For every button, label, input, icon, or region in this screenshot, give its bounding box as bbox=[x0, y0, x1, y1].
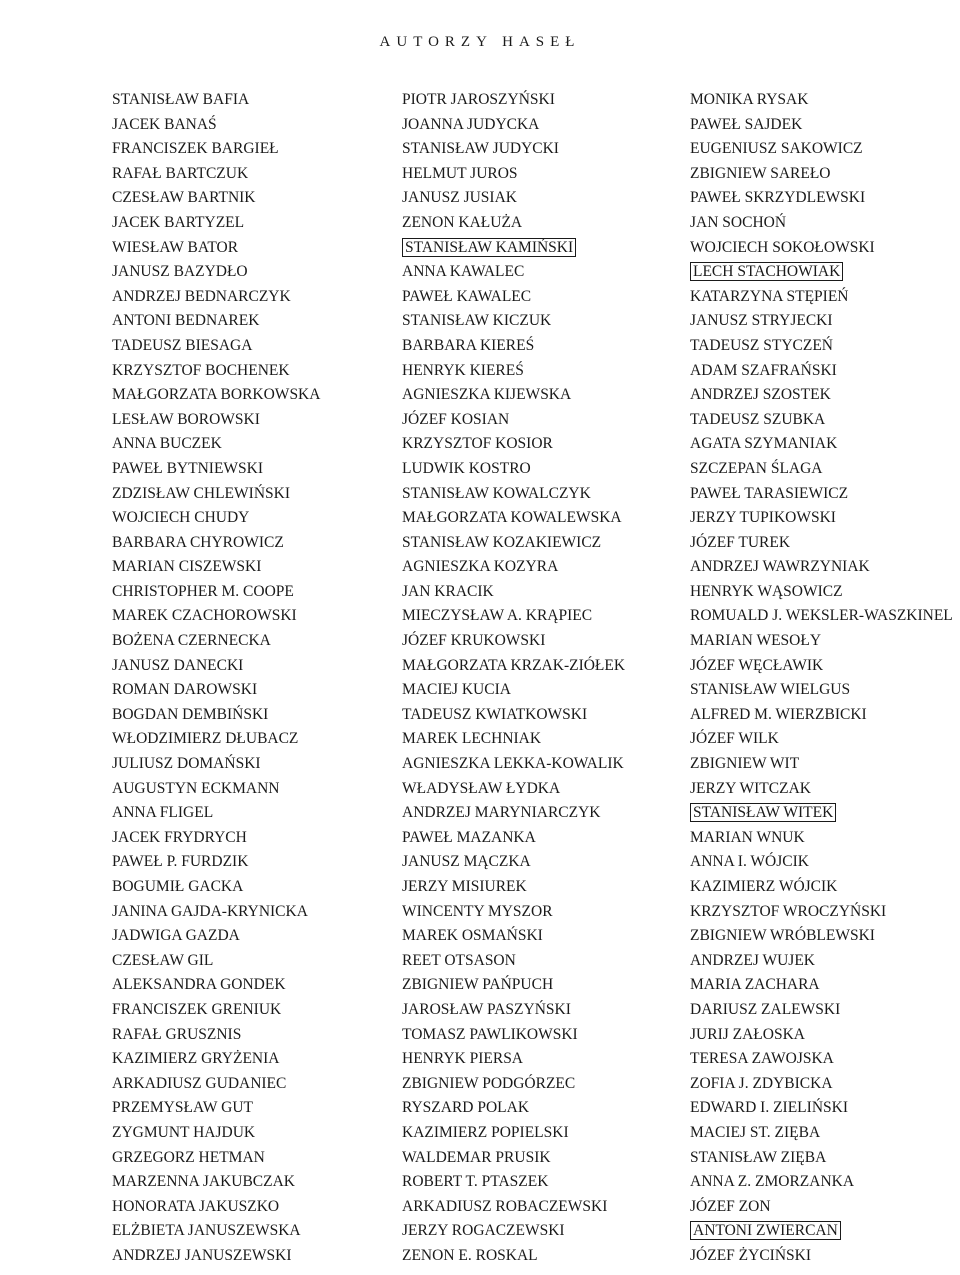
author-name: HENRYK KIEREŚ bbox=[402, 361, 524, 379]
author-name: ELŻBIETA JANUSZEWSKA bbox=[112, 1222, 301, 1240]
author-entry bbox=[690, 457, 960, 482]
author-name: BARBARA CHYROWICZ bbox=[112, 533, 284, 551]
author-entry bbox=[112, 482, 412, 507]
author-name: STANISŁAW KICZUK bbox=[402, 312, 552, 330]
author-name: ZOFIA J. ZDYBICKA bbox=[690, 1074, 833, 1092]
author-entry bbox=[402, 1146, 702, 1171]
author-name: WALDEMAR PRUSIK bbox=[402, 1148, 551, 1166]
author-name: ANNA KAWALEC bbox=[402, 263, 525, 281]
author-entry bbox=[112, 457, 412, 482]
author-entry bbox=[112, 1096, 412, 1121]
author-name: AGNIESZKA LEKKA-KOWALIK bbox=[402, 755, 624, 773]
author-entry bbox=[112, 137, 412, 162]
author-entry bbox=[112, 1146, 412, 1171]
author-entry bbox=[690, 236, 960, 261]
author-name: AGNIESZKA KOZYRA bbox=[402, 558, 559, 576]
author-entry bbox=[112, 1219, 412, 1244]
author-entry bbox=[690, 703, 960, 728]
author-name: RYSZARD POLAK bbox=[402, 1099, 530, 1117]
author-name: KAZIMIERZ GRYŻENIA bbox=[112, 1050, 280, 1068]
author-name: JADWIGA GAZDA bbox=[112, 927, 240, 945]
author-name: BOGUMIŁ GACKA bbox=[112, 878, 244, 895]
author-entry bbox=[402, 1072, 702, 1097]
author-entry bbox=[402, 1121, 702, 1146]
author-name: STANISŁAW ZIĘBA bbox=[690, 1148, 827, 1166]
author-name: JÓZEF TUREK bbox=[690, 533, 791, 551]
author-name: MAREK OSMAŃSKI bbox=[402, 927, 543, 945]
author-name: BARBARA KIEREŚ bbox=[402, 336, 535, 354]
author-name: ARKADIUSZ ROBACZEWSKI bbox=[402, 1197, 608, 1215]
author-entry bbox=[112, 973, 412, 998]
author-name: JAROSŁAW PASZYŃSKI bbox=[402, 1000, 571, 1018]
author-entry bbox=[402, 432, 702, 457]
author-name: ANNA Z. ZMORZANKA bbox=[690, 1173, 855, 1191]
author-entry bbox=[402, 777, 702, 802]
author-name: JÓZEF ŻYCIŃSKI bbox=[690, 1246, 811, 1264]
author-entry bbox=[112, 801, 412, 826]
author-name: DARIUSZ ZALEWSKI bbox=[690, 1000, 841, 1018]
author-name: ALFRED M. WIERZBICKI bbox=[690, 705, 867, 723]
author-name: MAŁGORZATA BORKOWSKA bbox=[112, 386, 321, 404]
author-entry bbox=[112, 359, 412, 384]
author-name: STANISŁAW KOZAKIEWICZ bbox=[402, 533, 602, 551]
author-name: ARKADIUSZ GUDANIEC bbox=[112, 1074, 287, 1092]
author-entry bbox=[112, 1195, 412, 1220]
author-name: JÓZEF KOSIAN bbox=[402, 410, 510, 428]
author-entry bbox=[690, 408, 960, 433]
author-name: PAWEŁ SAJDEK bbox=[690, 115, 803, 133]
author-name: JULIUSZ DOMAŃSKI bbox=[112, 755, 261, 773]
author-entry bbox=[112, 727, 412, 752]
author-entry bbox=[690, 162, 960, 187]
author-entry bbox=[112, 703, 412, 728]
author-entry bbox=[112, 113, 412, 138]
author-entry bbox=[690, 211, 960, 236]
author-name: MARZENNA JAKUBCZAK bbox=[112, 1173, 295, 1191]
author-name: WINCENTY MYSZOR bbox=[402, 902, 553, 920]
author-name: ZENON KAŁUŻA bbox=[402, 213, 523, 231]
author-name: WŁODZIMIERZ DŁUBACZ bbox=[112, 730, 299, 748]
author-entry bbox=[402, 211, 702, 236]
author-entry bbox=[402, 629, 702, 654]
author-name: WOJCIECH SOKOŁOWSKI bbox=[690, 238, 875, 256]
author-name: BOŻENA CZERNECKA bbox=[112, 632, 271, 650]
author-entry bbox=[402, 236, 702, 261]
author-entry bbox=[112, 629, 412, 654]
author-name: PIOTR JAROSZYŃSKI bbox=[402, 91, 555, 108]
author-entry bbox=[690, 1244, 960, 1269]
author-entry bbox=[402, 678, 702, 703]
author-entry bbox=[402, 285, 702, 310]
author-name: PAWEŁ BYTNIEWSKI bbox=[112, 459, 264, 477]
author-entry bbox=[402, 949, 702, 974]
author-name: STANISŁAW JUDYCKI bbox=[402, 140, 559, 158]
author-entry bbox=[690, 137, 960, 162]
author-name: ANNA I. WÓJCIK bbox=[690, 853, 809, 871]
author-name: MAREK LECHNIAK bbox=[402, 730, 542, 748]
author-entry bbox=[690, 432, 960, 457]
author-name-boxed: STANISŁAW KAMIŃSKI bbox=[402, 238, 576, 257]
author-name: JÓZEF WĘCŁAWIK bbox=[690, 656, 824, 674]
author-entry bbox=[112, 777, 412, 802]
author-entry bbox=[402, 555, 702, 580]
author-entry bbox=[402, 457, 702, 482]
author-name: SZCZEPAN ŚLAGA bbox=[690, 459, 823, 477]
author-name: STANISŁAW WIELGUS bbox=[690, 681, 851, 699]
author-name: TADEUSZ BIESAGA bbox=[112, 336, 253, 354]
author-entry bbox=[690, 900, 960, 925]
author-name: EDWARD I. ZIELIŃSKI bbox=[690, 1099, 848, 1117]
author-entry bbox=[112, 826, 412, 851]
author-entry bbox=[690, 924, 960, 949]
author-entry bbox=[112, 752, 412, 777]
author-entry bbox=[402, 1096, 702, 1121]
author-entry bbox=[402, 482, 702, 507]
author-name: ZENON E. ROSKAL bbox=[402, 1246, 538, 1264]
author-name: HONORATA JAKUSZKO bbox=[112, 1197, 280, 1215]
author-name: ZBIGNIEW PAŃPUCH bbox=[402, 976, 554, 994]
author-entry bbox=[690, 359, 960, 384]
author-entry bbox=[402, 408, 702, 433]
author-name: CZESŁAW GIL bbox=[112, 951, 214, 969]
author-name: AUGUSTYN ECKMANN bbox=[112, 779, 280, 797]
author-entry bbox=[690, 1195, 960, 1220]
author-entry bbox=[112, 678, 412, 703]
author-name: CHRISTOPHER M. COOPE bbox=[112, 582, 294, 600]
author-name: KRZYSZTOF KOSIOR bbox=[402, 435, 553, 453]
author-entry bbox=[690, 1170, 960, 1195]
author-name: HELMUT JUROS bbox=[402, 164, 518, 182]
author-name: HENRYK WĄSOWICZ bbox=[690, 582, 843, 600]
author-entry bbox=[690, 1096, 960, 1121]
author-entry bbox=[402, 924, 702, 949]
author-name: ZDZISŁAW CHLEWIŃSKI bbox=[112, 484, 290, 502]
author-entry bbox=[690, 801, 960, 826]
author-name: RAFAŁ BARTCZUK bbox=[112, 164, 249, 182]
author-name-boxed: ANTONI ZWIERCAN bbox=[690, 1221, 841, 1240]
author-entry bbox=[402, 506, 702, 531]
author-entry bbox=[690, 88, 960, 113]
author-entry bbox=[112, 1047, 412, 1072]
author-name: ANDRZEJ SZOSTEK bbox=[690, 386, 831, 404]
author-entry bbox=[690, 531, 960, 556]
author-entry bbox=[690, 604, 960, 629]
author-entry bbox=[402, 162, 702, 187]
author-entry bbox=[402, 654, 702, 679]
author-entry bbox=[112, 236, 412, 261]
author-entry bbox=[112, 408, 412, 433]
author-entry bbox=[402, 1219, 702, 1244]
author-name: ZYGMUNT HAJDUK bbox=[112, 1123, 256, 1141]
author-entry bbox=[112, 1244, 412, 1269]
author-entry bbox=[402, 875, 702, 900]
author-entry bbox=[690, 850, 960, 875]
author-name: JAN SOCHOŃ bbox=[690, 213, 787, 231]
author-name: MARIAN WESOŁY bbox=[690, 632, 822, 650]
author-name: JERZY TUPIKOWSKI bbox=[690, 509, 836, 527]
author-name: MACIEJ KUCIA bbox=[402, 681, 511, 699]
author-name: TERESA ZAWOJSKA bbox=[690, 1050, 834, 1068]
author-entry bbox=[112, 260, 412, 285]
author-entry bbox=[112, 998, 412, 1023]
author-name: JANUSZ MĄCZKA bbox=[402, 853, 531, 871]
author-name: MARIA ZACHARA bbox=[690, 976, 820, 994]
author-name: AGNIESZKA KIJEWSKA bbox=[402, 386, 572, 404]
author-name: JÓZEF ZON bbox=[690, 1197, 771, 1215]
author-entry bbox=[690, 383, 960, 408]
author-entry bbox=[402, 900, 702, 925]
author-entry bbox=[690, 113, 960, 138]
author-entry bbox=[112, 850, 412, 875]
author-name: ADAM SZAFRAŃSKI bbox=[690, 361, 837, 379]
author-name: MIECZYSŁAW A. KRĄPIEC bbox=[402, 607, 593, 625]
author-name: WIESŁAW BATOR bbox=[112, 238, 239, 256]
author-name: JERZY ROGACZEWSKI bbox=[402, 1222, 565, 1240]
author-entry bbox=[402, 359, 702, 384]
author-name: JANINA GAJDA-KRYNICKA bbox=[112, 902, 308, 920]
author-name: ALEKSANDRA GONDEK bbox=[112, 976, 286, 994]
author-entry bbox=[690, 580, 960, 605]
author-name: ANNA BUCZEK bbox=[112, 435, 222, 453]
author-entry bbox=[112, 875, 412, 900]
author-name: ANDRZEJ MARYNIARCZYK bbox=[402, 804, 601, 822]
author-name: JANUSZ JUSIAK bbox=[402, 189, 517, 207]
author-name: JANUSZ BAZYDŁO bbox=[112, 263, 248, 281]
author-entry bbox=[112, 186, 412, 211]
author-entry bbox=[690, 1047, 960, 1072]
author-name: TADEUSZ KWIATKOWSKI bbox=[402, 705, 588, 723]
author-entry bbox=[112, 654, 412, 679]
author-name: ANDRZEJ WAWRZYNIAK bbox=[690, 558, 870, 576]
author-entry bbox=[402, 727, 702, 752]
author-entry bbox=[112, 1121, 412, 1146]
author-name: JÓZEF WILK bbox=[690, 730, 779, 748]
author-entry bbox=[112, 531, 412, 556]
author-entry bbox=[402, 531, 702, 556]
author-name: ZBIGNIEW WIT bbox=[690, 755, 800, 773]
author-name: ZBIGNIEW PODGÓRZEC bbox=[402, 1074, 576, 1092]
author-name: PAWEŁ TARASIEWICZ bbox=[690, 484, 849, 502]
author-name: JERZY WITCZAK bbox=[690, 779, 811, 797]
author-name: ANDRZEJ JANUSZEWSKI bbox=[112, 1246, 292, 1264]
author-column-2 bbox=[402, 88, 702, 1269]
author-name: PRZEMYSŁAW GUT bbox=[112, 1099, 253, 1117]
author-entry bbox=[402, 186, 702, 211]
author-entry bbox=[112, 334, 412, 359]
author-entry bbox=[402, 309, 702, 334]
author-name: MARIAN WNUK bbox=[690, 828, 805, 846]
author-entry bbox=[690, 186, 960, 211]
author-name: ZBIGNIEW SAREŁO bbox=[690, 164, 831, 182]
author-name: AGATA SZYMANIAK bbox=[690, 435, 838, 453]
author-entry bbox=[402, 580, 702, 605]
author-entry bbox=[690, 285, 960, 310]
author-entry bbox=[112, 604, 412, 629]
author-name: JACEK BARTYZEL bbox=[112, 213, 245, 231]
author-name: MAŁGORZATA KRZAK-ZIÓŁEK bbox=[402, 656, 626, 674]
author-name: MONIKA RYSAK bbox=[690, 91, 809, 108]
author-entry bbox=[690, 1023, 960, 1048]
author-entry bbox=[402, 113, 702, 138]
author-entry bbox=[690, 752, 960, 777]
author-name: JERZY MISIUREK bbox=[402, 878, 527, 895]
author-name: FRANCISZEK GRENIUK bbox=[112, 1000, 282, 1018]
author-entry bbox=[402, 604, 702, 629]
author-entry bbox=[402, 973, 702, 998]
author-entry bbox=[402, 801, 702, 826]
author-name: ANDRZEJ WUJEK bbox=[690, 951, 815, 969]
author-name: JANUSZ STRYJECKI bbox=[690, 312, 833, 330]
author-name: LUDWIK KOSTRO bbox=[402, 459, 531, 477]
author-entry bbox=[112, 949, 412, 974]
author-name: PAWEŁ SKRZYDLEWSKI bbox=[690, 189, 866, 207]
author-column-3 bbox=[690, 88, 960, 1269]
author-entry bbox=[402, 1244, 702, 1269]
author-entry bbox=[112, 555, 412, 580]
author-entry bbox=[402, 383, 702, 408]
author-name: TADEUSZ SZUBKA bbox=[690, 410, 826, 428]
author-name: FRANCISZEK BARGIEŁ bbox=[112, 140, 279, 158]
author-entry bbox=[690, 1121, 960, 1146]
author-entry bbox=[112, 432, 412, 457]
author-name: JOANNA JUDYCKA bbox=[402, 115, 540, 133]
author-name: MACIEJ ST. ZIĘBA bbox=[690, 1123, 821, 1141]
author-entry bbox=[690, 826, 960, 851]
author-entry bbox=[402, 998, 702, 1023]
author-name: LESŁAW BOROWSKI bbox=[112, 410, 260, 428]
author-name: EUGENIUSZ SAKOWICZ bbox=[690, 140, 863, 158]
author-name: GRZEGORZ HETMAN bbox=[112, 1148, 265, 1166]
author-entry bbox=[402, 850, 702, 875]
author-name: WŁADYSŁAW ŁYDKA bbox=[402, 779, 561, 797]
author-name: ROMAN DAROWSKI bbox=[112, 681, 258, 699]
author-entry bbox=[402, 88, 702, 113]
author-entry bbox=[690, 973, 960, 998]
author-entry bbox=[112, 285, 412, 310]
author-entry bbox=[402, 1023, 702, 1048]
author-entry bbox=[402, 703, 702, 728]
author-entry bbox=[112, 162, 412, 187]
author-entry bbox=[112, 900, 412, 925]
author-entry bbox=[112, 580, 412, 605]
author-name: JÓZEF KRUKOWSKI bbox=[402, 632, 546, 650]
author-name: ROMUALD J. WEKSLER-WASZKINEL bbox=[690, 607, 953, 625]
author-name: STANISŁAW KOWALCZYK bbox=[402, 484, 591, 502]
author-name: KAZIMIERZ WÓJCIK bbox=[690, 878, 838, 895]
author-name: JURIJ ZAŁOSKA bbox=[690, 1025, 805, 1043]
page-title: AUTORZY HASEŁ bbox=[379, 34, 581, 50]
author-entry bbox=[690, 1146, 960, 1171]
author-entry bbox=[690, 1219, 960, 1244]
author-name: ZBIGNIEW WRÓBLEWSKI bbox=[690, 927, 875, 945]
author-name: JACEK FRYDRYCH bbox=[112, 828, 247, 846]
author-name: ROBERT T. PTASZEK bbox=[402, 1173, 549, 1191]
author-name: MAŁGORZATA KOWALEWSKA bbox=[402, 509, 622, 527]
author-name: WOJCIECH CHUDY bbox=[112, 509, 250, 527]
author-entry bbox=[402, 334, 702, 359]
author-entry bbox=[112, 506, 412, 531]
author-entry bbox=[690, 334, 960, 359]
author-entry bbox=[690, 260, 960, 285]
author-entry bbox=[402, 1047, 702, 1072]
author-name: PAWEŁ P. FURDZIK bbox=[112, 853, 249, 871]
author-entry bbox=[112, 211, 412, 236]
author-name: JAN KRACIK bbox=[402, 582, 494, 600]
author-entry bbox=[690, 949, 960, 974]
author-name: TADEUSZ STYCZEŃ bbox=[690, 336, 833, 354]
author-entry bbox=[690, 777, 960, 802]
author-entry bbox=[690, 875, 960, 900]
author-name: PAWEŁ KAWALEC bbox=[402, 287, 532, 305]
author-name: ANDRZEJ BEDNARCZYK bbox=[112, 287, 291, 305]
author-entry bbox=[690, 506, 960, 531]
author-name: ANTONI BEDNAREK bbox=[112, 312, 260, 330]
author-entry bbox=[690, 727, 960, 752]
author-entry bbox=[690, 309, 960, 334]
author-name: STANISŁAW BAFIA bbox=[112, 91, 250, 108]
author-name: BOGDAN DEMBIŃSKI bbox=[112, 705, 269, 723]
author-entry bbox=[690, 629, 960, 654]
author-entry bbox=[112, 1072, 412, 1097]
author-entry bbox=[690, 678, 960, 703]
author-name: JACEK BANAŚ bbox=[112, 115, 217, 133]
author-name: KRZYSZTOF WROCZYŃSKI bbox=[690, 902, 887, 920]
author-entry bbox=[690, 1072, 960, 1097]
author-entry bbox=[112, 924, 412, 949]
author-name: ANNA FLIGEL bbox=[112, 804, 214, 822]
author-entry bbox=[112, 383, 412, 408]
author-entry bbox=[690, 555, 960, 580]
author-entry bbox=[112, 1023, 412, 1048]
author-entry bbox=[112, 309, 412, 334]
author-entry bbox=[402, 260, 702, 285]
author-name: MAREK CZACHOROWSKI bbox=[112, 607, 297, 625]
author-name: REET OTSASON bbox=[402, 951, 516, 969]
author-name: HENRYK PIERSA bbox=[402, 1050, 524, 1068]
author-entry bbox=[402, 752, 702, 777]
author-name-boxed: STANISŁAW WITEK bbox=[690, 803, 836, 822]
author-entry bbox=[690, 654, 960, 679]
author-entry bbox=[112, 1170, 412, 1195]
author-name: CZESŁAW BARTNIK bbox=[112, 189, 256, 207]
author-entry bbox=[402, 1170, 702, 1195]
author-name: PAWEŁ MAZANKA bbox=[402, 828, 536, 846]
author-entry bbox=[690, 482, 960, 507]
author-entry bbox=[690, 998, 960, 1023]
author-name-boxed: LECH STACHOWIAK bbox=[690, 262, 843, 281]
author-name: KAZIMIERZ POPIELSKI bbox=[402, 1123, 569, 1141]
author-entry bbox=[402, 137, 702, 162]
author-name: MARIAN CISZEWSKI bbox=[112, 558, 262, 576]
author-name: KRZYSZTOF BOCHENEK bbox=[112, 361, 290, 379]
author-entry bbox=[402, 1195, 702, 1220]
author-name: TOMASZ PAWLIKOWSKI bbox=[402, 1025, 578, 1043]
author-column-1 bbox=[112, 88, 412, 1269]
author-entry bbox=[402, 826, 702, 851]
author-entry bbox=[112, 88, 412, 113]
author-name: RAFAŁ GRUSZNIS bbox=[112, 1025, 242, 1043]
author-name: KATARZYNA STĘPIEŃ bbox=[690, 287, 849, 305]
author-name: JANUSZ DANECKI bbox=[112, 656, 244, 674]
